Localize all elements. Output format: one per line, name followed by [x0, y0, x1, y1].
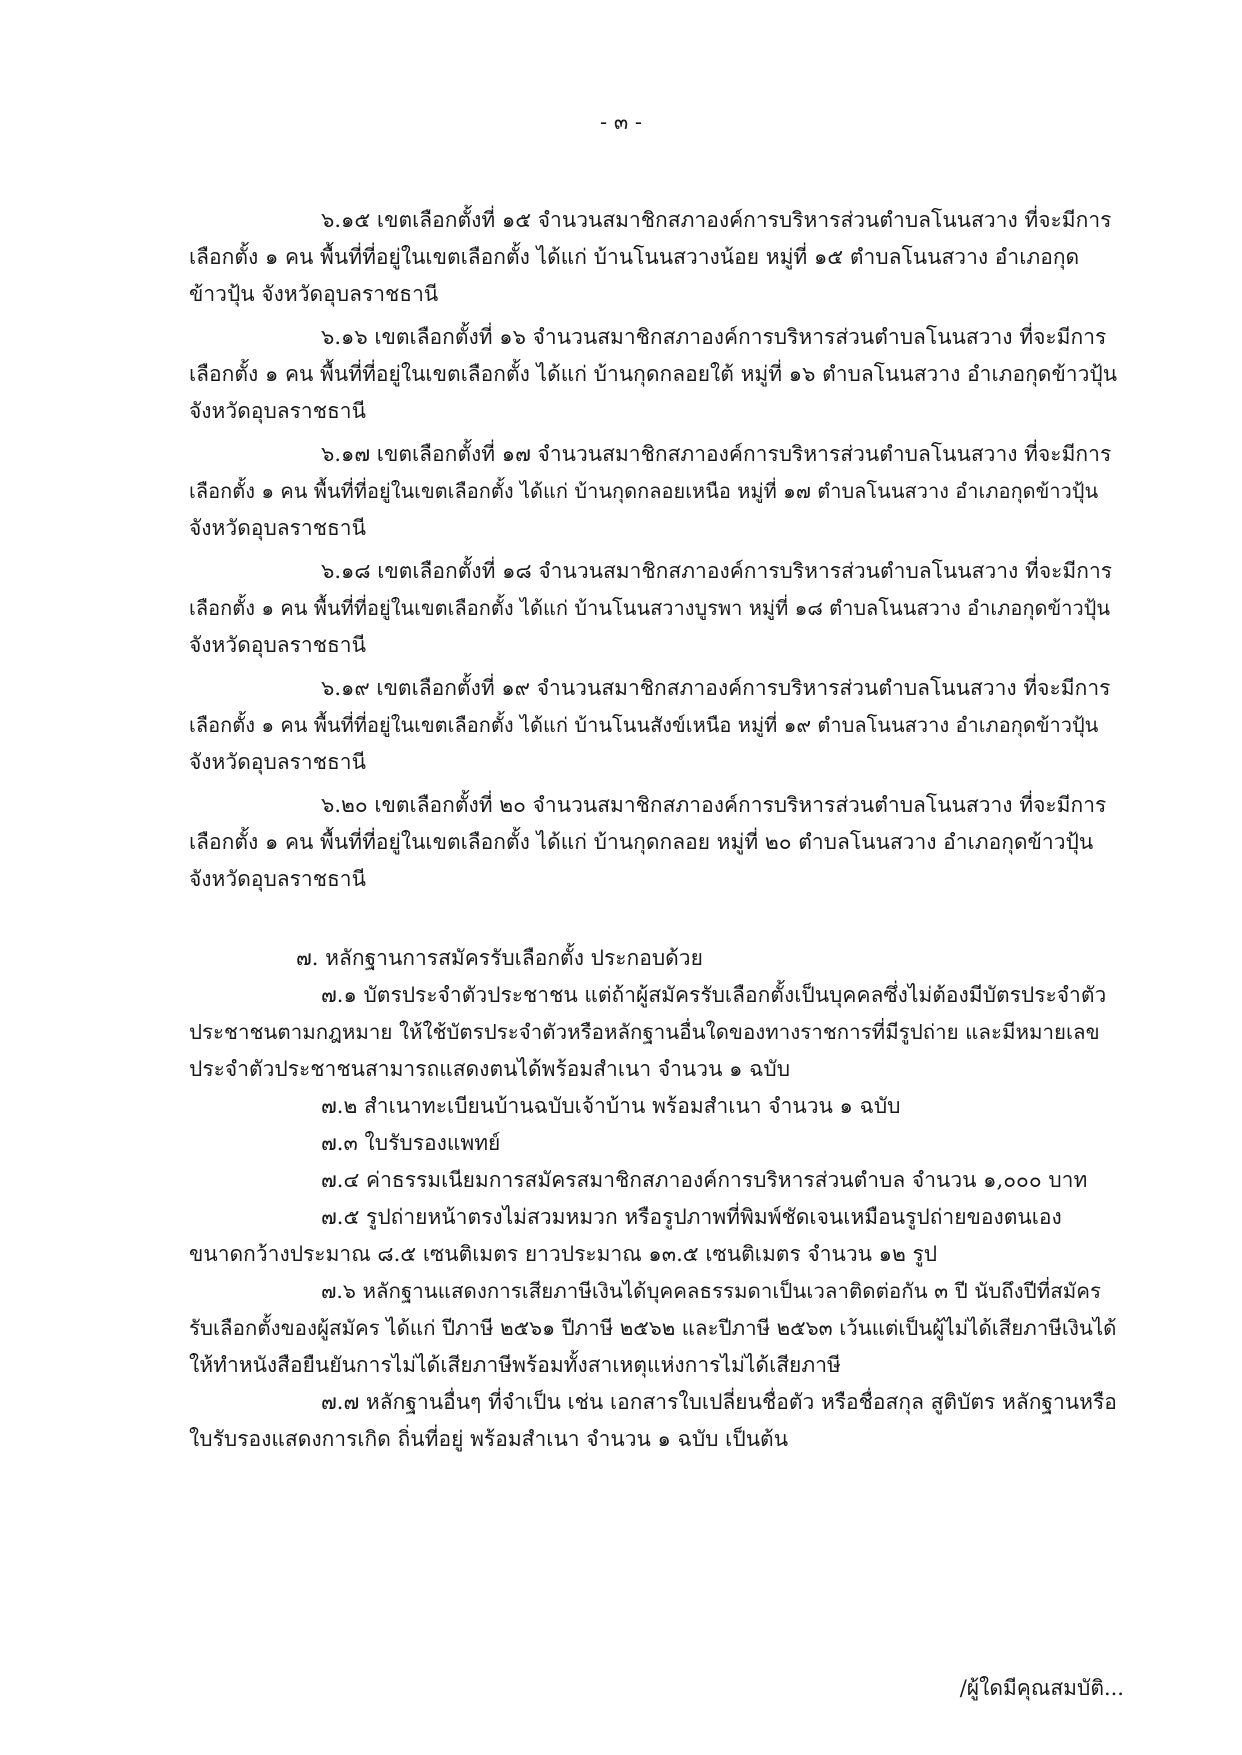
section-line: จังหวัดอุบลราชธานี [189, 633, 366, 657]
section-line: ๖.๑๙ เขตเลือกตั้งที่ ๑๙ จำนวนสมาชิกสภาองค์การบริหารส่วนตำบลโนนสวาง ที่จะมีการ [321, 676, 1111, 700]
section-6-18 [189, 553, 1119, 664]
evidence-heading: ๗. หลักฐานการสมัครรับเลือกตั้ง ประกอบด้วย [296, 946, 703, 970]
section-line: จังหวัดอุบลราชธานี [189, 399, 366, 423]
evidence-line: ๗.๕ รูปถ่ายหน้าตรงไม่สวมหมวก หรือรูปภาพที่พิมพ์ชัดเจนเหมือนรูปถ่ายของตนเอง [321, 1205, 1062, 1229]
section-line: ๖.๑๘ เขตเลือกตั้งที่ ๑๘ จำนวนสมาชิกสภาองค์การบริหารส่วนตำบลโนนสวาง ที่จะมีการ [321, 559, 1113, 583]
section-6-16 [189, 319, 1119, 430]
section-6-17 [189, 436, 1119, 547]
section-line: เลือกตั้ง ๑ คน พื้นที่ที่อยู่ในเขตเลือกตั้ง ได้แก่ บ้านโนนสังข์เหนือ หมู่ที่ ๑๙ ตำบลโนนสวาง อำเภอกุดข้าวปุ้น [189, 713, 1099, 737]
section-line: เลือกตั้ง ๑ คน พื้นที่ที่อยู่ในเขตเลือกตั้ง ได้แก่ บ้านกุดกลอยเหนือ หมู่ที่ ๑๗ ตำบลโนนสวาง อำเภอกุดข้าวปุ้น [189, 479, 1099, 503]
evidence-section [189, 940, 1119, 1458]
section-line: ๖.๒๐ เขตเลือกตั้งที่ ๒๐ จำนวนสมาชิกสภาองค์การบริหารส่วนตำบลโนนสวาง ที่จะมีการ [321, 793, 1107, 817]
section-line: ๖.๑๖ เขตเลือกตั้งที่ ๑๖ จำนวนสมาชิกสภาองค์การบริหารส่วนตำบลโนนสวาง ที่จะมีการ [321, 325, 1107, 349]
evidence-line: รับเลือกตั้งของผู้สมัคร ได้แก่ ปีภาษี ๒๕๖๑ ปีภาษี ๒๕๖๒ และปีภาษี ๒๕๖๓ เว้นแต่เป็นผู้ไม่ได้เสียภาษีเงินได้ [189, 1316, 1117, 1340]
evidence-line: ใบรับรองแสดงการเกิด ถิ่นที่อยู่ พร้อมสำเนา จำนวน ๑ ฉบับ เป็นต้น [189, 1427, 789, 1451]
evidence-line: ๗.๔ ค่าธรรมเนียมการสมัครสมาชิกสภาองค์การบริหารส่วนตำบล จำนวน ๑,๐๐๐ บาท [321, 1168, 1088, 1192]
section-6-15 [189, 202, 1119, 313]
continuation-note: /ผู้ใดมีคุณสมบัติ... [959, 1676, 1124, 1700]
evidence-line: ประชาชนตามกฎหมาย ให้ใช้บัตรประจำตัวหรือหลักฐานอื่นใดของทางราชการที่มีรูปถ่าย และมีหมายเลข [189, 1020, 1100, 1044]
evidence-line: ๗.๒ สำเนาทะเบียนบ้านฉบับเจ้าบ้าน พร้อมสำเนา จำนวน ๑ ฉบับ [321, 1094, 901, 1118]
evidence-line: ๗.๑ บัตรประจำตัวประชาชน แต่ถ้าผู้สมัครรับเลือกตั้งเป็นบุคคลซึ่งไม่ต้องมีบัตรประจำตัว [321, 983, 1107, 1007]
section-line: เลือกตั้ง ๑ คน พื้นที่ที่อยู่ในเขตเลือกตั้ง ได้แก่ บ้านโนนสวางบูรพา หมู่ที่ ๑๘ ตำบลโนนสวาง อำเภอกุดข้าวปุ้น [189, 596, 1111, 620]
page-number: - ๓ - [600, 110, 642, 134]
section-line: เลือกตั้ง ๑ คน พื้นที่ที่อยู่ในเขตเลือกตั้ง ได้แก่ บ้านกุดกลอยใต้ หมู่ที่ ๑๖ ตำบลโนนสวาง อำเภอกุดข้าวปุ้น [189, 362, 1118, 386]
evidence-line: ขนาดกว้างประมาณ ๘.๕ เซนติเมตร ยาวประมาณ ๑๓.๕ เซนติเมตร จำนวน ๑๒ รูป [189, 1242, 938, 1266]
section-line: ๖.๑๕ เขตเลือกตั้งที่ ๑๕ จำนวนสมาชิกสภาองค์การบริหารส่วนตำบลโนนสวาง ที่จะมีการ [321, 208, 1112, 232]
section-line: จังหวัดอุบลราชธานี [189, 750, 366, 774]
section-line: จังหวัดอุบลราชธานี [189, 516, 366, 540]
section-line: ข้าวปุ้น จังหวัดอุบลราชธานี [189, 282, 439, 306]
evidence-line: ๗.๓ ใบรับรองแพทย์ [321, 1131, 501, 1155]
section-line: เลือกตั้ง ๑ คน พื้นที่ที่อยู่ในเขตเลือกตั้ง ได้แก่ บ้านกุดกลอย หมู่ที่ ๒๐ ตำบลโนนสวาง อำเภอกุดข้าวปุ้น [189, 830, 1094, 854]
section-line: เลือกตั้ง ๑ คน พื้นที่ที่อยู่ในเขตเลือกตั้ง ได้แก่ บ้านโนนสวางน้อย หมู่ที่ ๑๕ ตำบลโนนสวาง อำเภอกุด [189, 245, 1080, 269]
evidence-line: ๗.๗ หลักฐานอื่นๆ ที่จำเป็น เช่น เอกสารใบเปลี่ยนชื่อตัว หรือชื่อสกุล สูติบัตร หลักฐานหรือ [321, 1390, 1117, 1414]
section-6-19 [189, 670, 1119, 781]
section-line: ๖.๑๗ เขตเลือกตั้งที่ ๑๗ จำนวนสมาชิกสภาองค์การบริหารส่วนตำบลโนนสวาง ที่จะมีการ [321, 442, 1112, 466]
evidence-line: ประจำตัวประชาชนสามารถแสดงตนได้พร้อมสำเนา จำนวน ๑ ฉบับ [189, 1057, 791, 1081]
evidence-line: ๗.๖ หลักฐานแสดงการเสียภาษีเงินได้บุคคลธรรมดาเป็นเวลาติดต่อกัน ๓ ปี นับถึงปีที่สมัคร [321, 1279, 1101, 1303]
section-6-20 [189, 787, 1119, 898]
section-line: จังหวัดอุบลราชธานี [189, 867, 366, 891]
evidence-line: ให้ทำหนังสือยืนยันการไม่ได้เสียภาษีพร้อมทั้งสาเหตุแห่งการไม่ได้เสียภาษี [189, 1353, 841, 1377]
